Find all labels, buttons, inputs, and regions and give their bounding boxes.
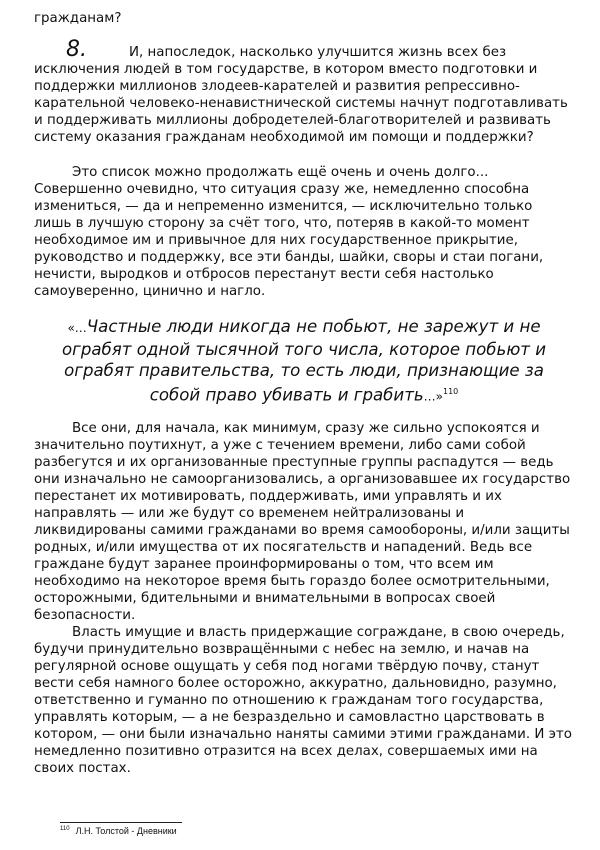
paragraph-3: Власть имущие и власть придержащие сограждане, в свою очередь, будучи принудительно возвращёнными с небес на землю, и начав на регулярной основе ощущать у себя под ногами твёрдую почву, станут вести себя намного более осторожно, аккуратно, дальновидно, разумно, ответственно и гуманно по отношению к гражданам того государства, управлять которым, — а не безраздельно и самовластно царствовать в котором, — они были изначально наняты самими этими гражданами. И это немедленно позитивно отразится на всех делах, совершаемых ими на своих постах. [34, 624, 572, 776]
footnote [60, 826, 177, 836]
footnote-reference[interactable]: 110 [443, 387, 459, 396]
paragraph-1: Это список можно продолжать ещё очень и очень долго... Совершенно очевидно, что ситуация сразу же, немедленно способна измениться, — да и непременно изменится, — исключительно только лишь в лучшую сторону за счёт того, что, потеряв в какой-то момент необходимое им и привычное для них государственное прикрытие, руководство и поддержку, все эти банды, шайки, своры и стаи погани, нечисти, выродков и отбросов перестанут вести себя настолько самоуверенно, цинично и нагло. [34, 165, 544, 299]
item-number: 8. [66, 37, 87, 62]
footnote-number: 110 [60, 826, 70, 832]
numbered-item [34, 37, 574, 146]
block-quote [34, 316, 574, 408]
footnote-text: Л.Н. Толстой - Дневники [75, 826, 177, 836]
first-line: гражданам? [34, 11, 122, 26]
footnote-divider [60, 822, 182, 823]
paragraph-2: Все они, для начала, как минимум, сразу же сильно успокоятся и значительно поутихнут, а уже с течением времени, либо сами собой разбегутся и их организованные преступные группы распадутся — ведь они изначально не самоорганизовались, а организовавшее их государство перестанет их мотивировать, поддерживать, ими управлять и их направлять — или же будут со временем нейтрализованы и ликвидированы самими гражданами во время самообороны, и/или защиты родных, и/или имущества от их посягательств и нападений. Ведь все граждане будут заранее проинформированы о том, что всем им необходимо на некоторое время быть гораздо более осмотрительными, осторожными, бдительными и внимательными в вопросах своей безопасности. [34, 420, 571, 623]
item-text: И, напоследок, насколько улучшится жизнь всех без исключения людей в том государстве, в котором вместо подготовки и поддержки миллионов злодеев-карателей и развития репрессивно-карательной человеко-ненавистнической системы начнут подготавливать и поддерживать миллионы добродетелей-благотворителей и развивать систему оказания гражданам необходимой им помощи и поддержки? [34, 45, 568, 145]
quote-text: Частные люди никогда не побьют, не зарежут и не ограбят одной тысячной того числа, которое побьют и ограбят правительства, то есть люди, признающие за собой право убивать и грабить [61, 317, 547, 405]
document-page [34, 10, 574, 777]
quote-open: «… [67, 321, 87, 335]
quote-close: …» [423, 389, 443, 404]
